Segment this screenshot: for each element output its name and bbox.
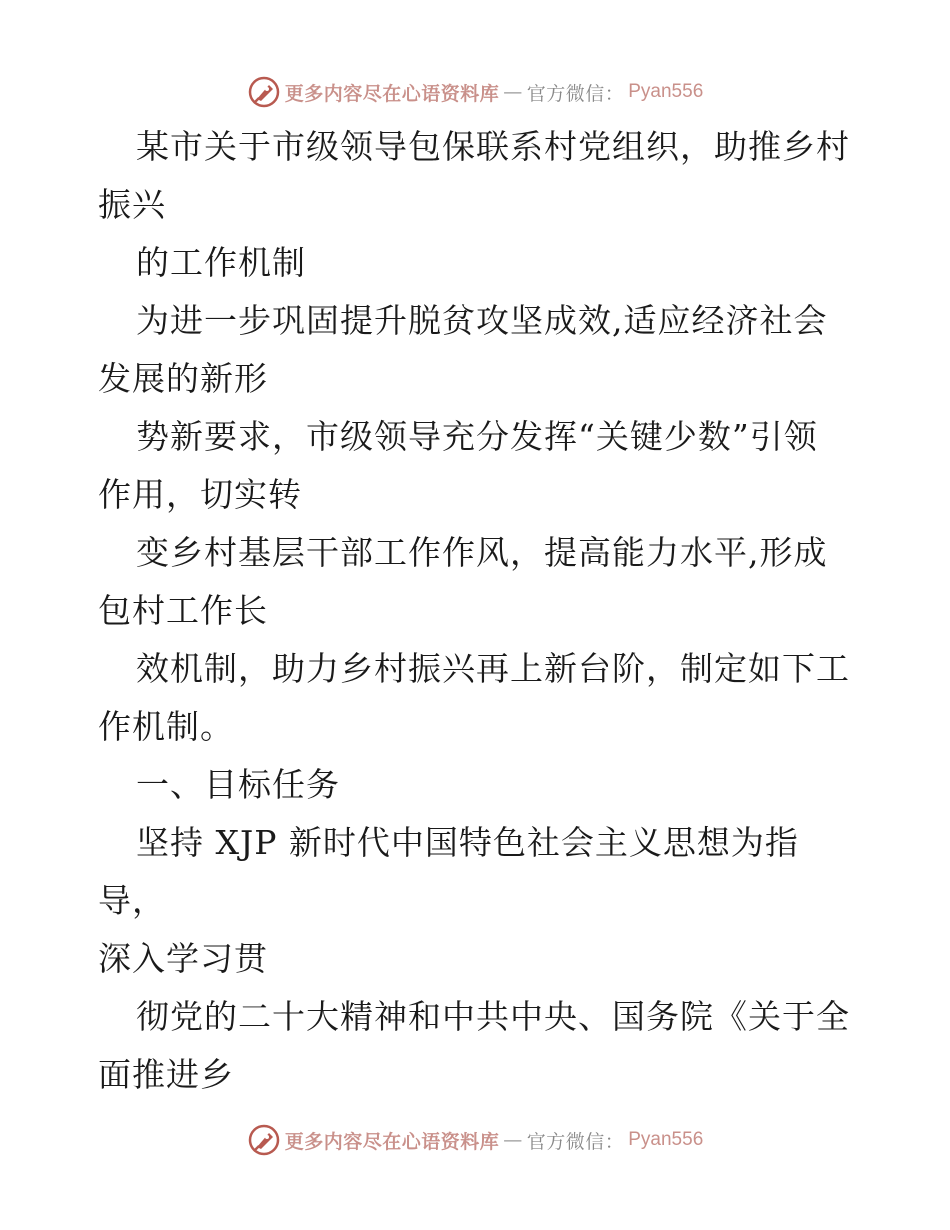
watermark-site-text: 更多内容尽在心语资料库 bbox=[284, 1130, 500, 1153]
watermark-dash: — bbox=[503, 1129, 523, 1151]
watermark-dash: — bbox=[503, 81, 523, 103]
watermark-group bbox=[247, 1123, 704, 1157]
watermark-wechat-id: Pyan556 bbox=[628, 1129, 704, 1150]
paragraph-title-line2: 的工作机制 bbox=[136, 243, 306, 282]
watermark-wechat-label: 官方微信： bbox=[526, 1130, 625, 1153]
pen-nib-logo-icon bbox=[247, 1123, 281, 1157]
section-heading-goals: 一、目标任务 bbox=[136, 765, 340, 804]
header-watermark bbox=[0, 72, 950, 112]
paragraph-goals-1: 坚持 XJP 新时代中国特色社会主义思想为指导， 深入学习贯 bbox=[98, 823, 799, 978]
pen-nib-logo-icon bbox=[247, 75, 281, 109]
watermark-wechat-id: Pyan556 bbox=[628, 81, 704, 102]
paragraph-intro-1: 为进一步巩固提升脱贫攻坚成效,适应经济社会 发展的新形 bbox=[98, 301, 828, 398]
paragraph-intro-2: 势新要求，市级领导充分发挥“关键少数”引领 作用，切实转 bbox=[98, 417, 818, 514]
paragraph-goals-2: 彻党的二十大精神和中共中央、国务院《关于全 面推进乡 bbox=[98, 997, 850, 1094]
paragraph-intro-4: 效机制，助力乡村振兴再上新台阶，制定如下工 作机制。 bbox=[98, 649, 850, 746]
paragraph-title-line1: 某市关于市级领导包保联系村党组织，助推乡村 振兴 bbox=[98, 127, 850, 224]
watermark-wechat-label: 官方微信： bbox=[526, 82, 625, 105]
paragraph-intro-3: 变乡村基层干部工作作风，提高能力水平,形成 包村工作长 bbox=[98, 533, 828, 630]
watermark-site-text: 更多内容尽在心语资料库 bbox=[284, 82, 500, 105]
watermark-group bbox=[247, 75, 704, 109]
footer-watermark bbox=[0, 1120, 950, 1160]
document-body bbox=[98, 118, 858, 1104]
